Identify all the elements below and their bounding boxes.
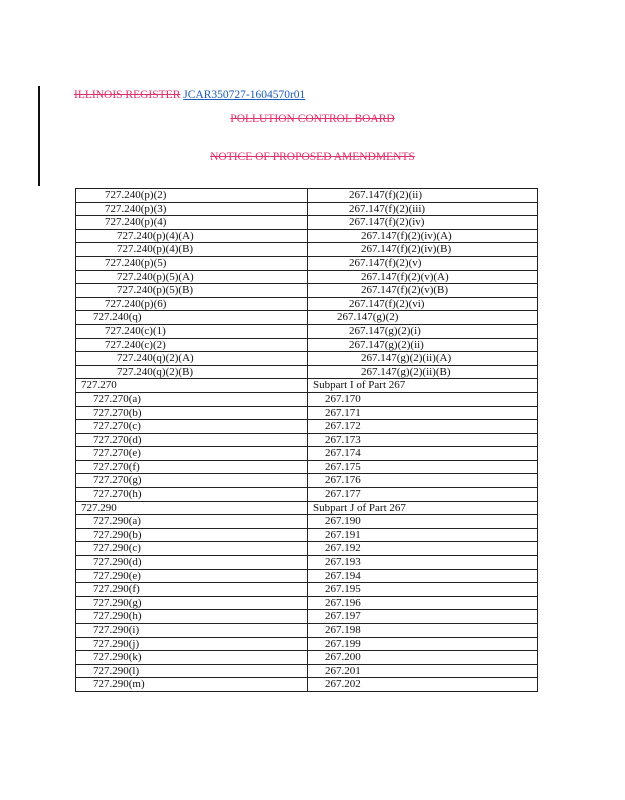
- table-row: [76, 324, 538, 338]
- new-section-cell: 267.174: [308, 447, 538, 461]
- old-section-cell: 727.270(h): [76, 488, 308, 502]
- new-section-cell: 267.147(g)(2)(ii)(A): [308, 352, 538, 366]
- old-section-cell: 727.240(p)(4)(A): [76, 229, 308, 243]
- new-section-cell: 267.147(g)(2)(ii): [308, 338, 538, 352]
- old-section-cell: 727.240(c)(2): [76, 338, 308, 352]
- new-section-cell: 267.197: [308, 610, 538, 624]
- new-section-cell: 267.147(f)(2)(ii): [308, 189, 538, 203]
- old-section-cell: 727.290(d): [76, 556, 308, 570]
- new-section-cell: 267.194: [308, 569, 538, 583]
- notice-header: [0, 150, 625, 164]
- new-section-cell: 267.193: [308, 556, 538, 570]
- new-section-cell: 267.202: [308, 678, 538, 692]
- new-section-cell: Subpart J of Part 267: [308, 501, 538, 515]
- table-row: [76, 270, 538, 284]
- new-section-cell: 267.147(f)(2)(iv)(B): [308, 243, 538, 257]
- table-row: [76, 202, 538, 216]
- table-row: [76, 637, 538, 651]
- old-section-cell: 727.240(q): [76, 311, 308, 325]
- board-text: POLLUTION CONTROL BOARD: [230, 113, 395, 125]
- table-row: [76, 460, 538, 474]
- old-section-cell: 727.290(g): [76, 596, 308, 610]
- table-row: [76, 678, 538, 692]
- table-row: [76, 596, 538, 610]
- new-section-cell: 267.147(f)(2)(v)(A): [308, 270, 538, 284]
- new-section-cell: 267.147(f)(2)(v)(B): [308, 284, 538, 298]
- old-section-cell: 727.290(m): [76, 678, 308, 692]
- old-section-cell: 727.290(a): [76, 515, 308, 529]
- new-section-cell: 267.177: [308, 488, 538, 502]
- old-section-cell: 727.290(c): [76, 542, 308, 556]
- new-section-cell: 267.201: [308, 664, 538, 678]
- old-section-cell: 727.270(a): [76, 392, 308, 406]
- old-section-cell: 727.290(i): [76, 624, 308, 638]
- new-section-cell: 267.195: [308, 583, 538, 597]
- new-section-cell: 267.196: [308, 596, 538, 610]
- table-row: [76, 406, 538, 420]
- old-section-cell: 727.290(h): [76, 610, 308, 624]
- table-row: [76, 651, 538, 665]
- section-mapping-table: [75, 188, 538, 692]
- old-section-cell: 727.270(g): [76, 474, 308, 488]
- section-mapping-table-container: [75, 188, 537, 692]
- old-section-cell: 727.290(j): [76, 637, 308, 651]
- old-section-cell: 727.270(d): [76, 433, 308, 447]
- new-section-cell: 267.200: [308, 651, 538, 665]
- old-section-cell: 727.240(p)(5): [76, 256, 308, 270]
- table-row: [76, 420, 538, 434]
- new-section-cell: 267.172: [308, 420, 538, 434]
- new-section-cell: 267.147(f)(2)(iii): [308, 202, 538, 216]
- old-section-cell: 727.240(p)(5)(B): [76, 284, 308, 298]
- table-row: [76, 447, 538, 461]
- old-section-cell: 727.240(p)(2): [76, 189, 308, 203]
- table-row: [76, 229, 538, 243]
- old-section-cell: 727.270(b): [76, 406, 308, 420]
- table-row: [76, 515, 538, 529]
- old-section-cell: 727.240(p)(5)(A): [76, 270, 308, 284]
- old-section-cell: 727.270: [76, 379, 308, 393]
- table-row: [76, 352, 538, 366]
- new-section-cell: 267.199: [308, 637, 538, 651]
- board-header: [0, 112, 625, 126]
- old-section-cell: 727.270(e): [76, 447, 308, 461]
- new-section-cell: 267.147(f)(2)(iv)(A): [308, 229, 538, 243]
- table-row: [76, 664, 538, 678]
- table-row: [76, 338, 538, 352]
- old-section-cell: 727.290(b): [76, 528, 308, 542]
- table-row: [76, 569, 538, 583]
- register-struck-text: ILLINOIS REGISTER: [74, 89, 181, 101]
- notice-text: NOTICE OF PROPOSED AMENDMENTS: [210, 151, 415, 163]
- table-row: [76, 189, 538, 203]
- new-section-cell: 267.191: [308, 528, 538, 542]
- new-section-cell: Subpart I of Part 267: [308, 379, 538, 393]
- new-section-cell: 267.147(g)(2)(i): [308, 324, 538, 338]
- new-section-cell: 267.173: [308, 433, 538, 447]
- table-row: [76, 488, 538, 502]
- table-row: [76, 610, 538, 624]
- old-section-cell: 727.240(c)(1): [76, 324, 308, 338]
- table-row: [76, 501, 538, 515]
- old-section-cell: 727.270(c): [76, 420, 308, 434]
- old-section-cell: 727.290(f): [76, 583, 308, 597]
- table-row: [76, 392, 538, 406]
- table-row: [76, 542, 538, 556]
- table-row: [76, 379, 538, 393]
- new-section-cell: 267.147(f)(2)(v): [308, 256, 538, 270]
- table-row: [76, 216, 538, 230]
- table-row: [76, 243, 538, 257]
- old-section-cell: 727.240(p)(3): [76, 202, 308, 216]
- old-section-cell: 727.290(l): [76, 664, 308, 678]
- new-section-cell: 267.176: [308, 474, 538, 488]
- old-section-cell: 727.290(e): [76, 569, 308, 583]
- new-section-cell: 267.171: [308, 406, 538, 420]
- table-row: [76, 556, 538, 570]
- new-section-cell: 267.190: [308, 515, 538, 529]
- table-row: [76, 433, 538, 447]
- table-row: [76, 297, 538, 311]
- old-section-cell: 727.270(f): [76, 460, 308, 474]
- table-row: [76, 284, 538, 298]
- table-row: [76, 624, 538, 638]
- old-section-cell: 727.290(k): [76, 651, 308, 665]
- register-header: [74, 88, 625, 102]
- new-section-cell: 267.198: [308, 624, 538, 638]
- table-row: [76, 474, 538, 488]
- table-body: [76, 189, 538, 692]
- table-row: [76, 528, 538, 542]
- table-row: [76, 256, 538, 270]
- old-section-cell: 727.240(p)(4): [76, 216, 308, 230]
- new-section-cell: 267.170: [308, 392, 538, 406]
- new-section-cell: 267.175: [308, 460, 538, 474]
- table-row: [76, 365, 538, 379]
- old-section-cell: 727.240(q)(2)(A): [76, 352, 308, 366]
- register-inserted-text: JCAR350727-1604570r01: [183, 89, 306, 101]
- old-section-cell: 727.240(p)(6): [76, 297, 308, 311]
- old-section-cell: 727.240(q)(2)(B): [76, 365, 308, 379]
- new-section-cell: 267.147(g)(2): [308, 311, 538, 325]
- old-section-cell: 727.240(p)(4)(B): [76, 243, 308, 257]
- new-section-cell: 267.147(f)(2)(iv): [308, 216, 538, 230]
- change-bar: [38, 86, 40, 186]
- old-section-cell: 727.290: [76, 501, 308, 515]
- new-section-cell: 267.192: [308, 542, 538, 556]
- new-section-cell: 267.147(g)(2)(ii)(B): [308, 365, 538, 379]
- new-section-cell: 267.147(f)(2)(vi): [308, 297, 538, 311]
- table-row: [76, 311, 538, 325]
- table-row: [76, 583, 538, 597]
